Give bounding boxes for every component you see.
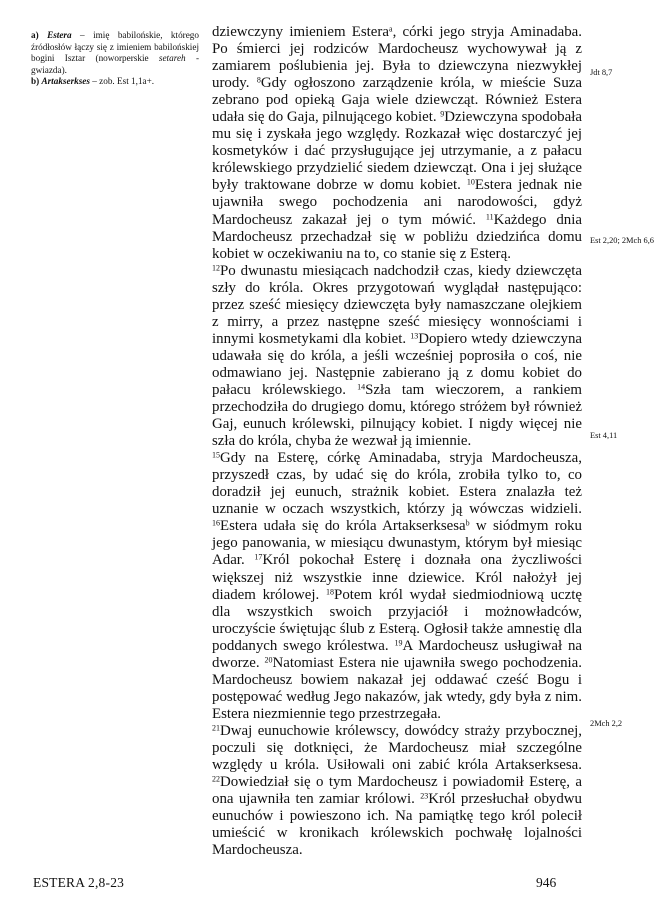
verse-number: 18: [326, 587, 335, 597]
footnote-text: – imię babilońskie, którego źródłosłów łączy się z imieniem babilońskiej bogini Isztar (noworperskie: [31, 30, 199, 64]
text-run: Król pokochał Esterę i doznała ona życzliwości większej niż wszystkie inne dziewice. Król nałożył jej diadem królowej.: [212, 552, 582, 603]
text-run: Dziewczyna spodobała mu się i zyskała jego względy. Rozkazał więc dostarczyć jej kosmetyków i dać przysługujące jej utrzymanie, a z pałacu królewskiego przydzielić siedem dziewcząt. Ona i jej służące były traktowane dobrze w domu kobiet.: [212, 109, 582, 194]
paragraph: [212, 450, 582, 723]
footnote-text: – zob. Est 1,1a+.: [89, 76, 155, 87]
cross-reference-3: Est 4,11: [590, 431, 618, 440]
verse-number: 14: [357, 382, 366, 392]
footnote-label: a): [31, 30, 39, 40]
footnote-label: b): [31, 76, 40, 87]
cross-reference-1: Jdt 8,7: [590, 68, 613, 77]
footnote-marker: b: [465, 518, 470, 528]
paragraph: [212, 263, 582, 451]
footnote-term: Estera: [47, 30, 72, 40]
verse-number: 9: [440, 109, 445, 119]
verse-number: 23: [420, 791, 429, 801]
text-run: Każdego dnia Mardocheusz przechadzał się w pobliżu dziedzińca domu kobiet w oczekiwaniu na to, co stanie się z Esterą.: [212, 211, 582, 262]
text-run: dziewczyny imieniem Estera: [212, 24, 389, 40]
verse-number: 8: [256, 75, 261, 85]
text-run: Szła tam wieczorem, a rankiem przechodziła do drugiego domu, którego stróżem był również Gaj, eunuch królewski, pilnujący kobiet. I nigdy więcej nie szła do króla, chyba że wezwał ją imiennie.: [212, 381, 583, 450]
main-text: [212, 24, 582, 859]
footnote-marker: a: [389, 24, 393, 34]
text-run: Po dwunastu miesiącach nadchodził czas, kiedy dziewczęta szły do króla. Okres przygotowań wyglądał następująco: przez sześć miesięcy dziewczęta były namaszczane olejkiem z mirry, a przez następne sześć miesięcy wonnościami i innymi kosmetykami dla kobiet.: [212, 262, 582, 347]
text-run: Gdy na Esterę, córkę Aminadaba, stryja Mardocheusza, przyszedł czas, by udać się do króla, zrobiła tylko to, co doradził jej eunuch, strażnik kobiet. Estera znalazła też uznanie w oczach wszystkich, którzy ją wówczas widzieli.: [212, 450, 582, 518]
footnote-term: Artakserkses: [41, 76, 90, 87]
paragraph: [212, 24, 582, 263]
verse-number: 17: [254, 553, 263, 563]
verse-number: 12: [212, 263, 220, 273]
text-run: Estera jednak nie ujawniła swego pochodzenia ani narodowości, gdyż Mardocheusz zakazał jej o tym mówić.: [212, 177, 582, 228]
cross-reference-4: 2Mch 2,2: [590, 719, 623, 728]
footnote-italic: setareh: [158, 53, 186, 64]
verse-number: 16: [212, 518, 220, 528]
text-run: A Mardocheusz usługiwał na dworze.: [212, 637, 582, 671]
text-run: Dopiero wtedy dziewczyna udawała się do króla, a jeśli wcześniej poprosiła o coś, nie odmawiano jej. Następnie zabierano ją z domu kobiet do pałacu królewskiego.: [212, 330, 583, 398]
verse-number: 10: [466, 178, 475, 188]
verse-number: 21: [212, 723, 220, 733]
paragraph: [212, 723, 582, 859]
verse-number: 20: [264, 655, 273, 665]
text-run: Natomiast Estera nie ujawniła swego pochodzenia. Mardocheusz bowiem nakazał jej oddawać cześć Bogu i postępować według Jego nakazów, jak wtedy, gdy była z nim. Estera niezmiennie tego przestrzegała.: [212, 654, 582, 722]
cross-reference-2: Est 2,20; 2Mch 6,6: [590, 236, 654, 245]
verse-number: 11: [485, 212, 494, 222]
verse-number: 15: [212, 450, 220, 460]
verse-number: 13: [410, 331, 419, 341]
text-run: Potem król wydał siedmiodniową ucztę dla wszystkich swoich przyjaciół i możnowładców, uroczyście świętując ślub z Esterą. Ogłosił także amnestię dla poddanych swego królestwa.: [212, 586, 582, 654]
text-run: Gdy ogłoszono zarządzenie króla, w mieście Suza zebrano pod opieką Gaja wiele dziewcząt. Również Estera udała się do Gaja, pilnującego kobiet.: [212, 75, 582, 126]
text-run: Król przesłuchał obydwu eunuchów i powieszono ich. Na pamiątkę tego król polecił umieścić w kronikach królewskich pochwałę lojalności Mardocheusza.: [212, 791, 582, 859]
verse-number: 22: [212, 774, 220, 784]
text-run: Dwaj eunuchowie królewscy, dowódcy straży przybocznej, poczuli się dotknięci, że Mardocheusz miał szczególne względy u króla. Usiłowali oni zabić króla Artakserksesa.: [212, 722, 582, 774]
text-run: , córki jego stryja Aminadaba. Po śmierci jej rodziców Mardocheusz wychowywał ją z zamiarem poślubienia jej. Była to dziewczyna niezwykłej urody.: [212, 24, 583, 92]
footnotes: [31, 30, 199, 88]
verse-number: 19: [394, 638, 403, 648]
footnote: [31, 30, 199, 76]
text-run: Dowiedział się o tym Mardocheusz i powiadomił Esterę, a ona ujawniła ten zamiar królowi.: [212, 774, 582, 808]
text-run: w siódmym roku jego panowania, w miesiącu dwunastym, którym był miesiąc Adar.: [212, 518, 582, 569]
page-number: 946: [536, 875, 557, 890]
text-run: Estera udała się do króla Artakserksesa: [220, 518, 466, 535]
running-footer-reference: ESTERA 2,8-23: [33, 875, 125, 890]
footnote: [31, 76, 199, 88]
footnote-text-end: - gwiazda).: [31, 53, 200, 75]
